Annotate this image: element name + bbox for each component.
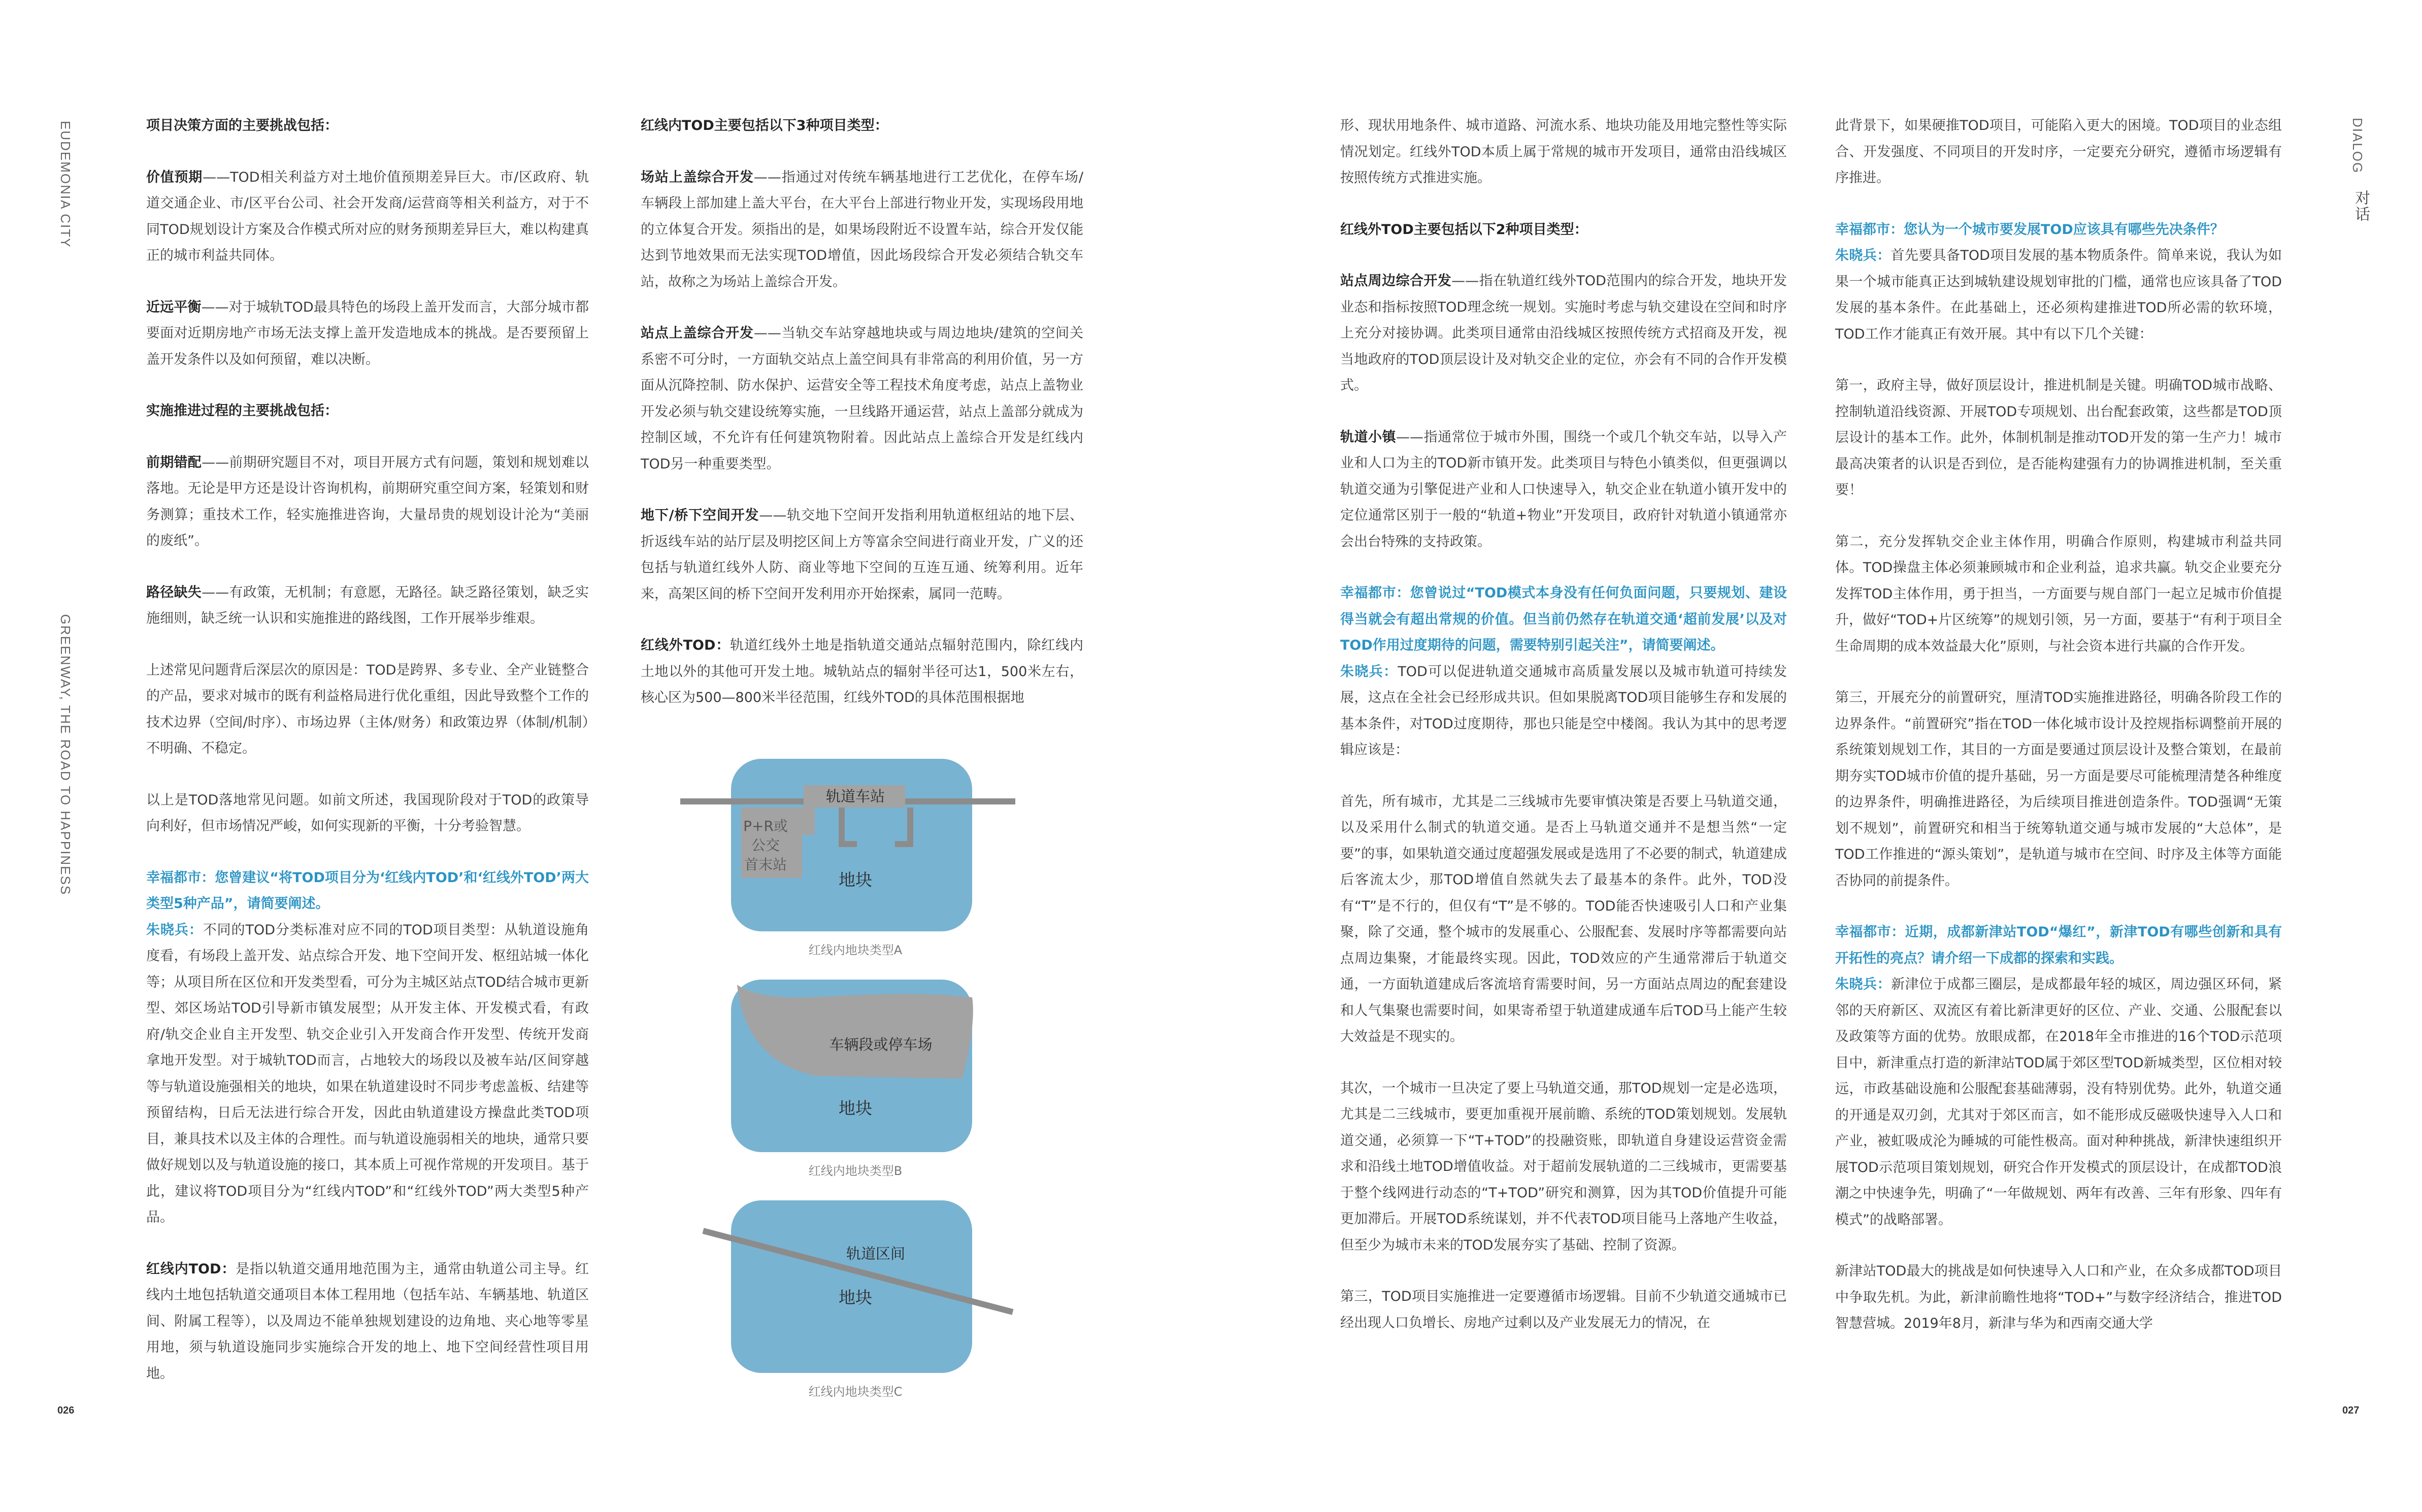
pr-label-1: P+R或 <box>743 818 788 834</box>
paragraph: 此背景下，如果硬推TOD项目，可能陷入更大的困境。TOD项目的业态组合、开发强度、不同项目的开发时序，一定要充分研究，遵循市场逻辑有序推进。 <box>1835 118 2282 186</box>
interview-question: 幸福都市：您认为一个城市要发展TOD应该具有哪些先决条件？ <box>1835 221 2224 238</box>
column-2 <box>641 113 1083 736</box>
plot-label-c: 地块 <box>839 1288 872 1307</box>
plot-label-b: 地块 <box>839 1098 872 1118</box>
paragraph: 第三，开展充分的前置研究，厘清TOD实施推进路径，明确各阶段工作的边界条件。“前置研究”指在TOD一体化城市设计及控规指标调整前开展的系统策划规划工作，其目的一方面是要通过顶层设计及整合策划，在最前期夯实TOD城市价值的提升基础，另一方面是要尽可能梳理清楚各种维度的边界条件，明确推进路径，为后续项目推进创造条件。TOD强调“无策划不规划”，前置研究和相当于统筹轨道交通与城市发展的“大总体”，是TOD工作推进的“源头策划”，是轨道与城市在空间、时序及主体等方面能否协同的前提条件。 <box>1835 690 2282 889</box>
running-head-right-cn: 对话 <box>2352 190 2369 222</box>
paragraph: 红线内TOD：是指以轨道交通用地范围为主，通常由轨道公司主导。红线内土地包括轨道交通项目本体工程用地（包括车站、车辆基地、轨道区间、附属工程等），以及周边不能单独规划建设的边角地、夹心地等零星用地，须与轨道设施同步实施综合开发的地上、地下空间经营性项目用地。 <box>146 1261 589 1382</box>
paragraph: 其次，一个城市一旦决定了要上马轨道交通，那TOD规划一定是必选项，尤其是二三线城市，要更加重视开展前瞻、系统的TOD策划规划。发展轨道交通，必须算一下“T+TOD”的投融资账，即轨道自身建设运营资金需求和沿线土地TOD增值收益。对于超前发展轨道的二三线城市，更需要基于整个线网进行动态的“T+TOD”研究和测算，因为其TOD价值提升可能更加滞后。开展TOD系统谋划，并不代表TOD项目能马上落地产生收益，但至少为城市未来的TOD发展夯实了基础、控制了资源。 <box>1340 1080 1787 1253</box>
section-heading: 项目决策方面的主要挑战包括： <box>146 118 338 133</box>
plot-type-diagram <box>680 759 1015 1403</box>
paragraph: 以上是TOD落地常见问题。如前文所述，我国现阶段对于TOD的政策导向利好，但市场情况严峻，如何实现新的平衡，十分考验智慧。 <box>146 792 589 834</box>
plot-type-a <box>680 759 1015 957</box>
paragraph: 地下/桥下空间开发——轨交地下空间开发指利用轨道枢纽站的地下层、折返线车站的站厅层及明挖区间上方等富余空间进行商业开发，广义的还包括与轨道红线外人防、商业等地下空间的互连互通、统筹利用。近年来，高架区间的桥下空间开发利用亦开始探索，属同一范畴。 <box>641 508 1083 602</box>
paragraph: 第三，TOD项目实施推进一定要遵循市场逻辑。目前不少轨道交通城市已经出现人口负增长、房地产过剩以及产业发展无力的情况，在 <box>1340 1289 1787 1331</box>
paragraph: 近远平衡——对于城轨TOD最具特色的场段上盖开发而言，大部分城市都要面对近期房地产市场无法支撑上盖开发造地成本的挑战。是否要预留上盖开发条件以及如何预留，难以决断。 <box>146 299 589 367</box>
section-heading: 红线内TOD主要包括以下3种项目类型： <box>641 118 888 133</box>
interview-answer: 朱晓兵：不同的TOD分类标准对应不同的TOD项目类型：从轨道设施角度看，有场段上盖开发、站点综合开发、地下空间开发、枢纽站城一体化等；从项目所在区位和开发类型看，可分为主城区站点TOD结合城市更新型、郊区场站TOD引导新市镇发展型；从开发主体、开发模式看，有政府/轨交企业自主开发型、轨交企业引入开发商合作开发型、传统开发商拿地开发型。对于城轨TOD而言，占地较大的场段以及被车站/区间穿越等与轨道设施强相关的地块，如果在轨道建设时不同步考虑盖板、结建等预留结构，日后无法进行综合开发，因此由轨道建设方操盘此类TOD项目，兼具技术以及主体的合理性。而与轨道设施弱相关的地块，通常只要做好规划以及与轨道设施的接口，其本质上可视作常规的开发项目。基于此，建议将TOD项目分为“红线内TOD”和“红线外TOD”两大类型5种产品。 <box>146 922 589 1225</box>
interview-question: 幸福都市：近期，成都新津站TOD“爆红”，新津TOD有哪些创新和具有开拓性的亮点？请介绍一下成都的探索和实践。 <box>1835 924 2282 966</box>
interview-question: 幸福都市：您曾建议“将TOD项目分为‘红线内TOD’和‘红线外TOD’两大类型5种产品”，请简要阐述。 <box>146 869 589 912</box>
caption-c: 红线内地块类型C <box>808 1385 903 1399</box>
paragraph: 形、现状用地条件、城市道路、河流水系、地块功能及用地完整性等实际情况划定。红线外TOD本质上属于常规的城市开发项目，通常由沿线城区按照传统方式推进实施。 <box>1340 118 1787 186</box>
page-number-right: 027 <box>2342 1405 2360 1416</box>
interview-question: 幸福都市：您曾说过“TOD模式本身没有任何负面问题，只要规划、建设得当就会有超出常规的价值。但当前仍然存在轨道交通‘超前发展’以及对TOD作用过度期待的问题，需要特别引起关注”，请简要阐述。 <box>1340 585 1787 653</box>
paragraph: 红线外TOD：轨道红线外土地是指轨道交通站点辐射范围内，除红线内土地以外的其他可开发土地。城轨站点的辐射半径可达1，500米左右，核心区为500—800米半径范围，红线外TOD的具体范围根据地 <box>641 637 1083 705</box>
track-section-label: 轨道区间 <box>846 1245 906 1262</box>
paragraph: 新津站TOD最大的挑战是如何快速导入人口和产业，在众多成都TOD项目中争取先机。为此，新津前瞻性地将“TOD+”与数字经济结合，推进TOD智慧营城。2019年8月，新津与华为和西南交通大学 <box>1835 1263 2282 1331</box>
paragraph: 价值预期——TOD相关利益方对土地价值预期差异巨大。市/区政府、轨道交通企业、市/区平台公司、社会开发商/运营商等相关利益方，对于不同TOD规划设计方案及合作模式所对应的财务预期差异巨大，难以构建真正的城市利益共同体。 <box>146 169 589 263</box>
paragraph: 轨道小镇——指通常位于城市外围，围绕一个或几个轨交车站，以导入产业和人口为主的TOD新市镇开发。此类项目与特色小镇类似，但更强调以轨道交通为引擎促进产业和人口快速导入，轨交企业在轨道小镇开发中的定位通常区别于一般的“轨道+物业”开发项目，政府针对轨道小镇通常亦会出台特殊的支持政策。 <box>1340 429 1787 550</box>
station-label: 轨道车站 <box>825 788 885 805</box>
page-number-left: 026 <box>57 1405 75 1416</box>
column-3 <box>1340 113 1787 1361</box>
paragraph: 路径缺失——有政策，无机制；有意愿，无路径。缺乏路径策划，缺乏实施细则，缺乏统一认识和实施推进的路线图，工作开展举步维艰。 <box>146 584 589 626</box>
interview-answer: 朱晓兵：TOD可以促进轨道交通城市高质量发展以及城市轨道可持续发展，这点在全社会已经形成共识。但如果脱离TOD项目能够生存和发展的基本条件，对TOD过度期待，那也只能是空中楼阁。我认为其中的思考逻辑应该是： <box>1340 663 1787 758</box>
interview-answer: 朱晓兵：新津位于成都三圈层，是成都最年轻的城区，周边强区环伺，紧邻的天府新区、双流区有着比新津更好的区位、产业、交通、公服配套以及政策等方面的优势。放眼成都，在2018年全市推进的16个TOD示范项目中，新津重点打造的新津站TOD属于郊区型TOD新城类型，区位相对较远，市政基础设施和公服配套基础薄弱，没有特别优势。此外，轨道交通的开通是双刃剑，尤其对于郊区而言，如不能形成反磁吸快速导入人口和产业，被虹吸成沦为睡城的可能性极高。面对种种挑战，新津快速组织开展TOD示范项目策划规划，研究合作开发模式的顶层设计，在成都TOD浪潮之中快速争先，明确了“一年做规划、两年有改善、三年有形象、四年有模式”的战略部署。 <box>1835 977 2282 1228</box>
running-head-right-en: DIALOG <box>2350 118 2365 174</box>
paragraph: 上述常见问题背后深层次的原因是：TOD是跨界、多专业、全产业链整合的产品，要求对城市的既有利益格局进行优化重组，因此导致整个工作的技术边界（空间/时序）、市场边界（主体/财务）和政策边界（体制/机制）不明确、不稳定。 <box>146 662 589 756</box>
paragraph: 站点周边综合开发——指在轨道红线外TOD范围内的综合开发，地块开发业态和指标按照TOD理念统一规划。实施时考虑与轨交建设在空间和时序上充分对接协调。此类项目通常由沿线城区按照传统方式招商及开发，视当地政府的TOD顶层设计及对轨交企业的定位，亦会有不同的合作开发模式。 <box>1340 273 1787 393</box>
caption-a: 红线内地块类型A <box>808 943 903 957</box>
paragraph: 站点上盖综合开发——当轨交车站穿越地块或与周边地块/建筑的空间关系密不可分时，一方面轨交站点上盖空间具有非常高的利用价值，另一方面从沉降控制、防水保护、运营安全等工程技术角度考虑，站点上盖物业开发必须与轨交建设统筹实施，一旦线路开通运营，站点上盖部分就成为控制区域，不允许有任何建筑物附着。因此站点上盖综合开发是红线内TOD另一种重要类型。 <box>641 325 1083 472</box>
interview-answer: 朱晓兵：首先要具备TOD项目发展的基本物质条件。简单来说，我认为如果一个城市能真正达到城轨建设规划审批的门槛，通常也应该具备了TOD发展的基本条件。在此基础上，还必须构建推进TOD所必需的软环境，TOD工作才能真正有效开展。其中有以下几个关键： <box>1835 248 2282 342</box>
column-1 <box>146 113 589 1412</box>
paragraph: 第一，政府主导，做好顶层设计，推进机制是关键。明确TOD城市战略、控制轨道沿线资源、开展TOD专项规划、出台配套政策，这些都是TOD顶层设计的基本工作。此外，体制机制是推动TOD开发的第一生产力！城市最高决策者的认识是否到位，是否能构建强有力的协调推进机制，至关重要！ <box>1835 378 2282 498</box>
paragraph: 首先，所有城市，尤其是二三线城市先要审慎决策是否要上马轨道交通，以及采用什么制式的轨道交通。是否上马轨道交通并不是想当然“一定要”的事，如果轨道交通过度超强发展或是选用了不必要的制式，轨道建成后客流太少，那TOD增值自然就失去了最基本的条件。此外，TOD没有“T”是不行的，但仅有“T”是不够的。TOD能否快速吸引人口和产业集聚，除了交通，整个城市的发展重心、公服配套、发展时序等都需要向站点周边集聚，才能最终实现。因此，TOD效应的产生通常滞后于轨道交通，一方面轨道建成后客流培育需要时间，另一方面站点周边的配套建设和人气集聚也需要时间，如果寄希望于轨道建成通车后TOD马上能产生较大效益是不现实的。 <box>1340 793 1787 1045</box>
paragraph: 前期错配——前期研究题目不对，项目开展方式有问题，策划和规划难以落地。无论是甲方还是设计咨询机构，前期研究重空间方案，轻策划和财务测算；重技术工作，轻实施推进咨询，大量昂贵的规划设计沦为“美丽的废纸”。 <box>146 454 589 549</box>
column-4 <box>1835 113 2282 1362</box>
plot-area-c <box>731 1200 972 1373</box>
pr-label-3: 首末站 <box>744 856 787 873</box>
plot-label-a: 地块 <box>839 870 872 890</box>
depot-label: 车辆段或停车场 <box>829 1036 933 1053</box>
running-head-left-mid: GREENWAY, THE ROAD TO HAPPINESS <box>58 614 73 896</box>
plot-type-b <box>731 980 973 1178</box>
paragraph: 场站上盖综合开发——指通过对传统车辆基地进行工艺优化，在停车场/车辆段上部加建上盖大平台，在大平台上部进行物业开发，实现场段用地的立体复合开发。须指出的是，如果场段附近不设置车站，综合开发仅能达到节地效果而无法实现TOD增值，因此场段综合开发必须结合轨交车站，故称之为场站上盖综合开发。 <box>641 169 1083 290</box>
section-heading: 红线外TOD主要包括以下2种项目类型： <box>1340 221 1588 238</box>
plot-type-c <box>703 1200 1013 1399</box>
caption-b: 红线内地块类型B <box>808 1164 903 1178</box>
section-heading: 实施推进过程的主要挑战包括： <box>146 403 338 419</box>
paragraph: 第二，充分发挥轨交企业主体作用，明确合作原则，构建城市利益共同体。TOD操盘主体必须兼顾城市和企业利益，追求共赢。轨交企业要充分发挥TOD主体作用，勇于担当，一方面要与规自部门一起立足城市价值提升，做好“TOD+片区统筹”的规划引领，另一方面，要基于“有利于项目全生命周期的成本效益最大化”原则，与社会资本进行共赢的合作开发。 <box>1835 533 2282 654</box>
pr-label-2: 公交 <box>751 837 780 854</box>
running-head-left-top: EUDEMONIA CITY <box>58 121 73 248</box>
